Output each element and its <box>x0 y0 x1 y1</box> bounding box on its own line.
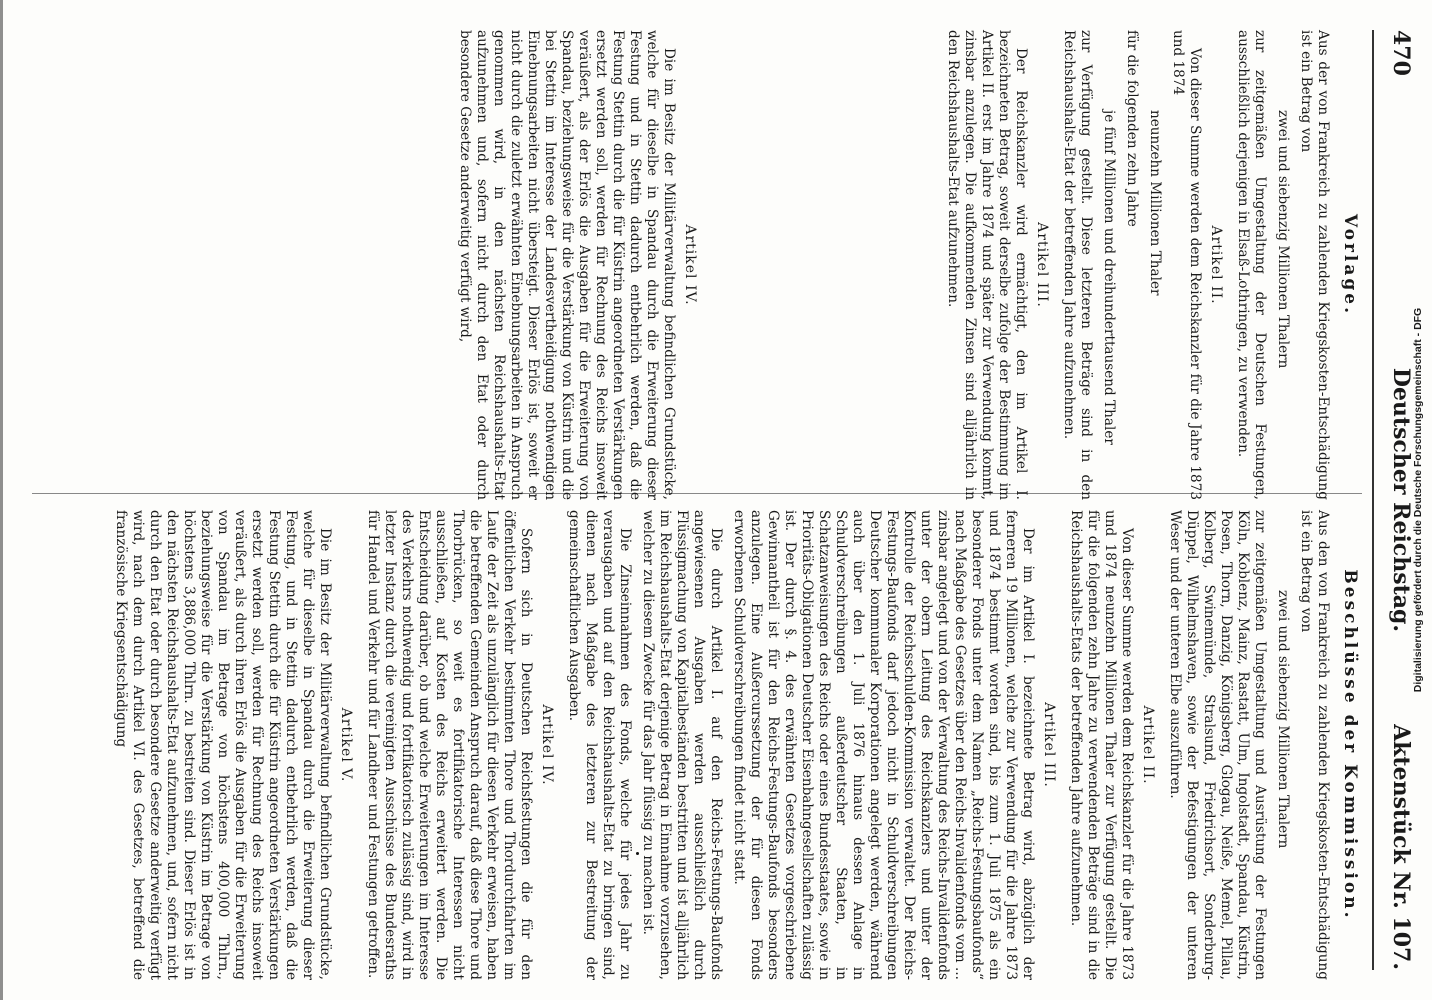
article-heading: Artikel II. <box>1208 225 1224 305</box>
article-heading: Artikel IV. <box>682 224 698 306</box>
header-rule <box>1372 30 1374 970</box>
amount: zwei und siebenzig Millionen Thalern <box>1275 110 1291 369</box>
page-number: 470 <box>1388 30 1414 76</box>
paragraph: Der im Artikel I. bezeichnete Betrag wird, abzüglich der ferneren 19 Millionen, welche zur Verwendung für die Jahre 1873 und 1874 bestimmt worden sind, bis zum 1. Juli 1875 als ein besonderer Fonds unter dem Namen „Reichs-Festungsbaufonds“ nach Maßgabe des Gesetzes über den Reichs-Invalidenfonds vom ... zinsbar angelegt und von der Verwaltung des Reichs-Invalidenfonds unter der obern Leitung des Reichskanzlers und unter der Kontrolle der Reichsschulden-Kommission verwaltet. Der Reichs-Festungs-Baufonds darf jedoch nicht in Schuldverschreibungen Deutscher kommunaler Korporationen angelegt werden, während auch über den 1. Juli 1876 hinaus dessen Anlage in Schuldverschreibungen außerdeutscher Staaten, in Schatzanweisungen des Reichs oder eines Bundesstaates, sowie in Prioritäts-Obligationen Deutscher Eisenbahngesellschaften zulässig ist. Der durch §. 4. des erwähnten Gesetzes vorgeschriebene Gewinnantheil ist für den Reichs-Festungs-Baufonds besonders anzulegen. Eine Außercurssetzung der für diesen Fonds erworbenen Schuldverschreibungen findet nicht statt. <box>731 510 1036 980</box>
paragraph: Aus der von Frankreich zu zahlenden Kriegskosten-Entschädigung ist ein Betrag von <box>1298 30 1331 500</box>
paragraph: Die im Besitz der Militärverwaltung befindlichen Grundstücke, welche für dieselbe in Spandau durch die Erweiterung dieser Festung, und in Stettin dadurch entbehrlich werden, daß die Festung Stettin durch die für Küstrin angeordneten Verstärkungen ersetzt werden soll, werden für Rechnung des Reichs insoweit veräußert, als durch ihren Erlös die Ausgaben für die Erweiterung von Spandau im Betrage von höchstens 400,000 Thlrn., beziehungsweise für die Verstärkung von Küstrin im Betrage von höchstens 3,886,000 Thlrn. zu bestreiten sind. Dieser Erlös ist in den nächsten Reichshaushalts-Etat aufzunehmen, und, sofern nicht durch den Etat oder durch besondere Gesetze anderweitig verfügt wird, nach dem durch Artikel VI. des Gesetzes, betreffend die französische Kriegsentschädigung <box>113 510 333 980</box>
amount: zwei und siebenzig Millionen Thalern <box>1275 590 1291 849</box>
digitization-text: Digitalisierung gefördert durch die Deutsche Forschungsgemeinschaft - DFG <box>1412 307 1424 693</box>
scan-speck <box>636 852 639 855</box>
paragraph: Sofern sich in Deutschen Reichsfestungen die für den öffentlichen Verkehr bestimmten Thore und Thordurchfahrten im Laufe der Zeit als unzulänglich für diesen Verkehr erweisen, haben die betreffenden Gemeinden Anspruch darauf, daß diese Thore und Thorbrücken, so weit es fortifikatorische Interessen nicht ausschließen, auf Kosten des Reichs erweitert werden. Die Entscheidung darüber, ob und welche Erweiterungen im Interesse des Verkehrs nothwendig und fortifikatorisch zulässig sind, wird in letzter Instanz durch die vereinigten Ausschüsse des Bundesraths für Handel und Verkehr und für Landheer und Festungen getroffen. <box>365 510 534 980</box>
paragraph: Von dieser Summe werden dem Reichskanzler für die Jahre 1873 und 1874 <box>1170 30 1203 500</box>
document-reference: Aktenstück Nr. 107. <box>1388 724 1414 970</box>
paragraph: Die Zinseinnahmen des Fonds, welche für jedes Jahr zu verausgaben und auf den Reichshaushalts-Etat zu bringen sind, dienen nach Maßgabe des letzteren zur Bestreitung der gemeinschaftlichen Ausgaben. <box>566 510 633 980</box>
spacer <box>708 30 938 500</box>
amount: neunzehn Millionen Thaler <box>1147 110 1163 296</box>
article-heading: Artikel II. <box>1140 705 1156 785</box>
paragraph: Die im Besitz der Militärverwaltung befindlichen Grundstücke, welche für dieselbe in Spandau durch die Erweiterung dieser Festung und in Stettin dadurch entbehrlich werden, daß die Festung Stettin durch die für Küstrin angeordneten Verstärkungen ersetzt werden soll, werden für Rechnung des Reichs insoweit veräußert, als der Erlös die Ausgaben für die Erweiterung von Spandau, beziehungsweise für die Verstärkung von Küstrin und die bei Stettin im Interesse der Landesvertheidigung nothwendigen Einebnungsarbeiten nicht übersteigt. Dieser Erlös ist, soweit er nicht durch die zuletzt erwähnten Einebnungsarbeiten in Anspruch genommen wird, in den nächsten Reichshaushalts-Etat aufzunehmen und, sofern nicht durch den Etat oder durch besondere Gesetze anderweitig verfügt wird, <box>457 30 677 500</box>
column-heading: Vorlage. <box>1340 213 1360 317</box>
paragraph: für die folgenden zehn Jahre <box>1124 30 1140 227</box>
paragraph: zur zeitgemäßen Umgestaltung und Ausrüstung der Festungen Köln, Koblenz, Mainz, Rastatt, Ulm, Ingolstadt, Spandau, Küstrin, Posen, Thorn, Danzig, Königsberg, Glogau, Neiße, Memel, Pillau, Kolberg, Swinemünde, Stralsund, Friedrichsort, Sonderburg-Düppel, Wilhelmshaven, sowie der Befestigungen der unteren Weser und der unteren Elbe auszuführen. <box>1167 510 1268 980</box>
paragraph: Die durch Artikel I. auf den Reichs-Festungs-Baufonds angewiesenen Ausgaben werden ausschließlich durch Flüssigmachung von Kapitalbeständen bestritten und ist alljährlich im Reichshaushalts-Etat derjenige Betrag in Einnahme vorzusehen, welcher zu diesem Zwecke für das Jahr flüssig zu machen ist. <box>640 510 724 980</box>
article-heading: Artikel III. <box>1041 702 1057 788</box>
digitization-credit <box>1408 10 1428 990</box>
column-heading: Beschlüsse der Kommission. <box>1340 569 1360 921</box>
article-heading: Artikel V. <box>338 707 354 783</box>
article-heading: Artikel III. <box>1034 222 1050 308</box>
paragraph: zur Verfügung gestellt. Diese letzteren Beträge sind in den Reichshaushalts-Etat der betreffenden Jahre aufzunehmen. <box>1061 30 1094 500</box>
paragraph: Der Reichskanzler wird ermächtigt, den im Artikel I. bezeichneten Betrag, soweit derselbe zufolge der Bestimmung im Artikel II. erst im Jahre 1874 und später zur Verwendung kommt, zinsbar anzulegen. Die aufkommenden Zinsen sind alljährlich in den Reichshaushalts-Etat aufzunehmen. <box>945 30 1029 500</box>
column-vorlage <box>450 30 1362 500</box>
amount: je fünf Millionen und dreihunderttausend Thaler <box>1101 110 1117 445</box>
paragraph: zur zeitgemäßen Umgestaltung der Deutschen Festungen, ausschließlich derjenigen in Elsaß-Lothringen, zu verwenden. <box>1235 30 1268 500</box>
running-title: Deutscher Reichstag. <box>1388 367 1414 633</box>
column-beschluesse <box>106 510 1362 980</box>
paragraph: Von dieser Summe werden dem Reichskanzler für die Jahre 1873 und 1874 neunzehn Millionen Thaler zur Verfügung gestellt. Die für die folgenden zehn Jahre zu verwendenden Beträge sind in die Reichshaushalts-Etats der betreffenden Jahre aufzunehmen. <box>1068 510 1135 980</box>
article-heading: Artikel IV. <box>539 704 555 786</box>
paragraph: Aus den von Frankreich zu zahlenden Kriegskosten-Entschädigung ist ein Betrag von <box>1298 510 1331 980</box>
